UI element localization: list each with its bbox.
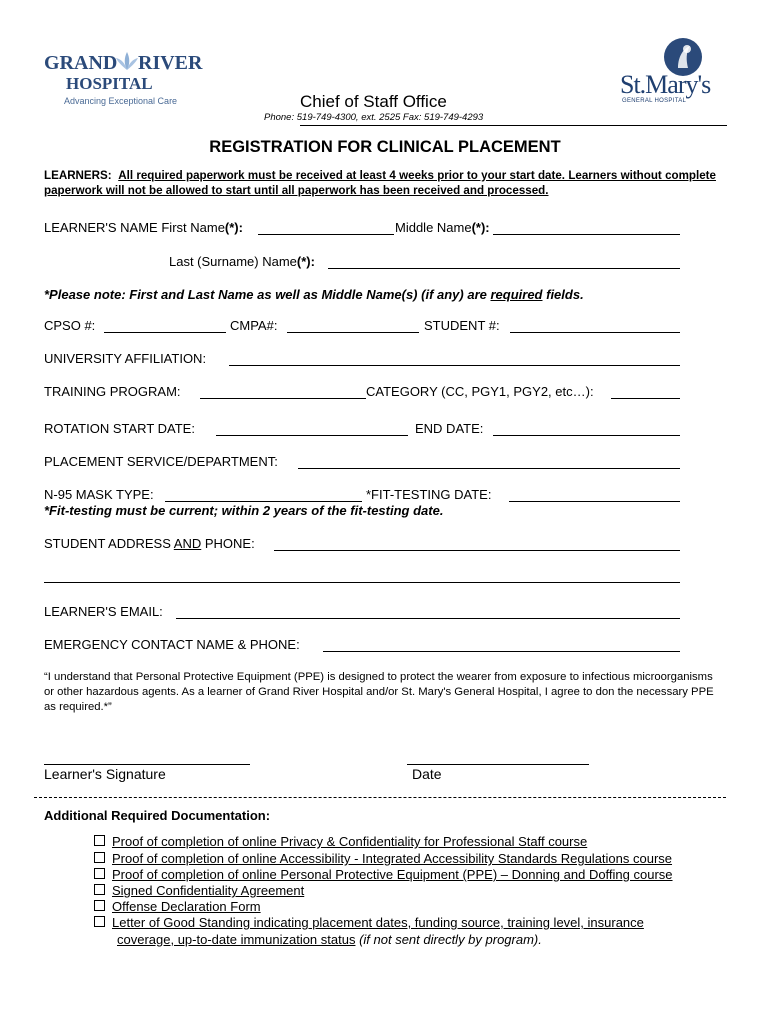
doc-checkbox-good-standing[interactable]: Letter of Good Standing indicating placement dates, funding source, training level, insurance [94, 915, 644, 930]
email-field[interactable] [176, 618, 680, 619]
university-label: UNIVERSITY AFFILIATION: [44, 351, 207, 366]
student-number-label: STUDENT #: [424, 318, 500, 333]
cpso-field[interactable] [104, 332, 226, 333]
category-field[interactable] [611, 398, 680, 399]
office-title: Chief of Staff Office [300, 92, 447, 111]
signature-date-label: Date [412, 766, 442, 782]
doc-checkbox-offense[interactable]: Offense Declaration Form [94, 899, 261, 914]
learners-notice [44, 168, 716, 198]
rotation-start-label: ROTATION START DATE: [44, 421, 195, 436]
learners-label: LEARNERS: [44, 169, 112, 182]
checkbox-icon[interactable] [94, 868, 105, 879]
category-label: CATEGORY (CC, PGY1, PGY2, etc…): [366, 384, 594, 399]
last-name-field[interactable] [328, 268, 680, 269]
logo-tagline: Advancing Exceptional Care [64, 96, 178, 106]
n95-mask-label: N-95 MASK TYPE: [44, 487, 154, 502]
training-program-label: TRAINING PROGRAM: [44, 384, 181, 399]
lotus-icon [114, 50, 140, 72]
ppe-statement: “I understand that Personal Protective Equipment (PPE) is designed to protect the wearer from exposure to infectious microorganisms or other hazardous agents. As a learner of Grand River Hospital and/or St. Mary's General Hospital, I agree to don the necessary PPE as required.*” [44, 671, 714, 713]
learners-notice-text: All required paperwork must be received at least 4 weeks prior to your start date. Learners without complete paperwork will not be allowed to start until all paperwork has been received and processed. [44, 169, 716, 197]
name-requirement-note: *Please note: First and Last Name as well as Middle Name(s) (if any) are required fields. [44, 287, 584, 302]
doc-checkbox-privacy[interactable]: Proof of completion of online Privacy & Confidentiality for Professional Staff course [94, 834, 587, 849]
checkbox-icon[interactable] [94, 852, 105, 863]
form-title: REGISTRATION FOR CLINICAL PLACEMENT [209, 138, 561, 156]
learner-signature-label: Learner's Signature [44, 766, 166, 782]
fit-testing-label: *FIT-TESTING DATE: [366, 487, 492, 502]
learner-signature-field[interactable] [44, 764, 250, 765]
rotation-start-field[interactable] [216, 435, 408, 436]
address-label: STUDENT ADDRESS AND PHONE: [44, 536, 255, 551]
cmpa-label: CMPA#: [230, 318, 278, 333]
checkbox-icon[interactable] [94, 916, 105, 927]
fit-testing-field[interactable] [509, 501, 680, 502]
middle-name-label: Middle Name(*): [395, 220, 490, 235]
first-name-field[interactable] [258, 234, 394, 235]
end-date-label: END DATE: [415, 421, 484, 436]
st-marys-name: St.Mary's [620, 70, 711, 99]
signature-date-field[interactable] [407, 764, 589, 765]
middle-name-field[interactable] [493, 234, 680, 235]
student-number-field[interactable] [510, 332, 680, 333]
st-marys-subtitle: GENERAL HOSPITAL [622, 98, 687, 104]
logo-word-hospital: HOSPITAL [66, 74, 153, 93]
training-program-field[interactable] [200, 398, 366, 399]
logo-word-river: RIVER [138, 52, 203, 74]
phone-fax-line: Phone: 519-749-4300, ext. 2525 Fax: 519-749-4293 [264, 112, 484, 123]
last-name-label: Last (Surname) Name(*): [169, 254, 315, 269]
address-field-line2[interactable] [44, 582, 680, 583]
doc-checkbox-confidentiality[interactable]: Signed Confidentiality Agreement [94, 883, 304, 898]
checkbox-icon[interactable] [94, 884, 105, 895]
cmpa-field[interactable] [287, 332, 419, 333]
grand-river-hospital-logo [44, 48, 204, 110]
university-field[interactable] [229, 365, 680, 366]
checkbox-icon[interactable] [94, 900, 105, 911]
header-divider [300, 125, 727, 126]
learner-name-label: LEARNER'S NAME First Name(*): [44, 220, 243, 235]
logo-word-grand: GRAND [44, 52, 118, 74]
st-marys-logo [620, 38, 730, 108]
doc-checkbox-accessibility[interactable]: Proof of completion of online Accessibility - Integrated Accessibility Standards Regulations course [94, 851, 672, 866]
dashed-divider [34, 797, 726, 798]
emergency-contact-label: EMERGENCY CONTACT NAME & PHONE: [44, 637, 300, 652]
address-field[interactable] [274, 550, 680, 551]
placement-service-field[interactable] [298, 468, 680, 469]
doc-checkbox-ppe[interactable]: Proof of completion of online Personal Protective Equipment (PPE) – Donning and Doffing course [94, 867, 673, 882]
checkbox-icon[interactable] [94, 835, 105, 846]
n95-mask-field[interactable] [165, 501, 362, 502]
fit-testing-note: *Fit-testing must be current; within 2 years of the fit-testing date. [44, 503, 444, 518]
end-date-field[interactable] [493, 435, 680, 436]
cpso-label: CPSO #: [44, 318, 96, 333]
documentation-title: Additional Required Documentation: [44, 808, 271, 823]
emergency-contact-field[interactable] [323, 651, 680, 652]
good-standing-continuation: coverage, up-to-date immunization status (if not sent directly by program). [117, 932, 542, 947]
placement-service-label: PLACEMENT SERVICE/DEPARTMENT: [44, 454, 278, 469]
email-label: LEARNER'S EMAIL: [44, 604, 163, 619]
